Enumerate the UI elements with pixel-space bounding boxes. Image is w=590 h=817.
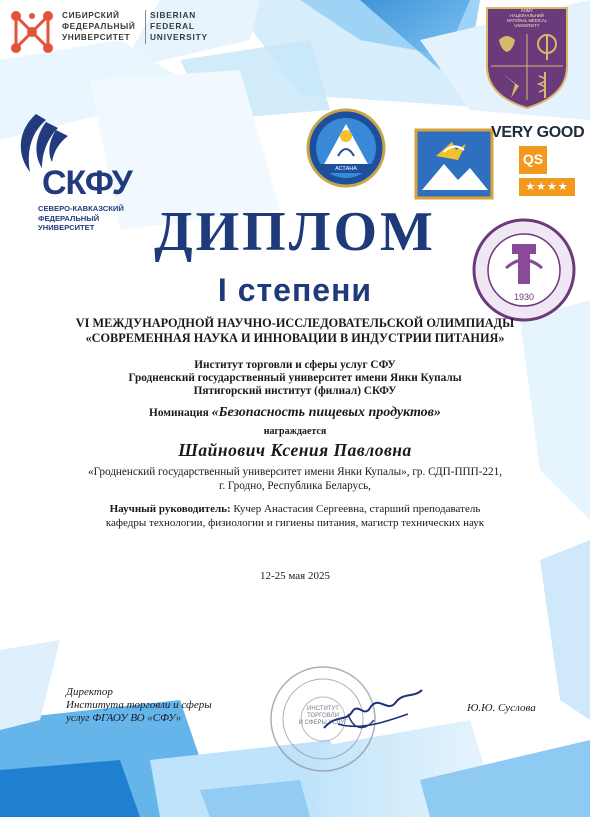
- director-role-line: услуг ФГАОУ ВО «СФУ»: [66, 712, 182, 724]
- institution-line: Пятигорский институт (филиал) СКФУ: [193, 385, 397, 397]
- signer-name: Ю.Ю. Суслова: [467, 702, 536, 714]
- degree-label: I степени: [217, 272, 373, 308]
- stars-rating: ★★★★: [525, 180, 569, 193]
- olympiad-line: VI МЕЖДУНАРОДНОЙ НАУЧНО-ИССЛЕДОВАТЕЛЬСКОЙ ОЛИМПИАДЫ: [75, 316, 515, 330]
- sfu-name-ru-line: ФЕДЕРАЛЬНЫЙ: [62, 21, 136, 31]
- sfu-name-en-line: FEDERAL: [150, 21, 195, 31]
- signature-icon: [318, 684, 428, 740]
- shield-caption-line: UNIVERSITY: [514, 23, 540, 28]
- institutions-list: [0, 359, 590, 398]
- skfu-subtitle-line: ФЕДЕРАЛЬНЫЙ: [38, 213, 100, 223]
- affiliation-line: «Гродненский государственный университет имени Янки Купалы», гр. СДП-ППП-221,: [88, 466, 502, 478]
- sfu-name-ru-line: УНИВЕРСИТЕТ: [62, 32, 131, 42]
- shield-caption: [494, 8, 560, 28]
- shield-caption-line: КНМУ: [521, 8, 533, 13]
- event-dates: 12-25 мая 2025: [260, 570, 330, 582]
- nomination-row: [0, 405, 590, 421]
- astana-label: АСТАНА: [335, 166, 357, 172]
- nomination-label: Номинация: [149, 407, 209, 419]
- institution-line: Институт торговли и сферы услуг СФУ: [194, 359, 396, 371]
- stamp-text-line: ТОРГОВЛИ: [307, 713, 339, 719]
- mountain-logo-icon: [414, 128, 494, 200]
- sfu-name-en-line: SIBERIAN: [150, 10, 197, 20]
- recipient-affiliation: [0, 465, 590, 493]
- skfu-subtitle-line: УНИВЕРСИТЕТ: [38, 223, 95, 232]
- sfu-name-ru-line: СИБИРСКИЙ: [62, 10, 120, 20]
- awarded-label: награждается: [263, 426, 327, 437]
- shield-caption-line: NATIONAL MEDICAL: [506, 18, 548, 23]
- affiliation-line: г. Гродно, Республика Беларусь,: [219, 480, 371, 492]
- sfu-divider: [145, 10, 146, 44]
- director-role-line: Института торговли и сферы: [66, 699, 212, 711]
- very-good-label: VERY GOOD: [491, 124, 585, 141]
- supervisor-text: Кучер Анастасия Сергеевна, старший преподаватель: [233, 503, 481, 515]
- supervisor-line: [0, 502, 590, 516]
- skfu-title: СКФУ: [42, 164, 132, 202]
- stamp-text-line: И СФЕРЫ УСЛУГ: [298, 720, 348, 726]
- skfu-subtitle-line: СЕВЕРО-КАВКАЗСКИЙ: [38, 204, 124, 213]
- institution-line: Гродненский государственный университет имени Янки Купалы: [128, 372, 462, 384]
- seal-year: 1930: [513, 292, 535, 302]
- recipient-name: Шайнович Ксения Павловна: [178, 440, 412, 460]
- sfu-name-en-line: UNIVERSITY: [150, 32, 208, 42]
- director-role: [66, 686, 286, 725]
- qs-label: QS: [522, 151, 544, 167]
- diploma-title: ДИПЛОМ: [154, 201, 436, 263]
- olympiad-line: «СОВРЕМЕННАЯ НАУКА И ИННОВАЦИИ В ИНДУСТРИИ ПИТАНИЯ»: [85, 331, 505, 345]
- sfu-name-ru: [62, 10, 144, 43]
- shield-caption-line: НАЦІОНАЛЬНИЙ: [510, 13, 544, 18]
- olympiad-name: [0, 316, 590, 346]
- stamp-text-line: ИНСТИТУТ: [307, 706, 339, 712]
- nomination-value: «Безопасность пищевых продуктов»: [211, 405, 441, 420]
- astana-emblem-icon: [306, 108, 386, 188]
- sfu-logo-icon: [8, 8, 56, 56]
- supervisor-text-2: кафедры технологии, физиологии и гигиены питания, магистр технических наук: [105, 517, 485, 529]
- sfu-name-en: [150, 10, 224, 43]
- director-role-line: Директор: [66, 686, 113, 698]
- supervisor-label: Научный руководитель:: [109, 503, 231, 515]
- supervisor-block: [0, 502, 590, 530]
